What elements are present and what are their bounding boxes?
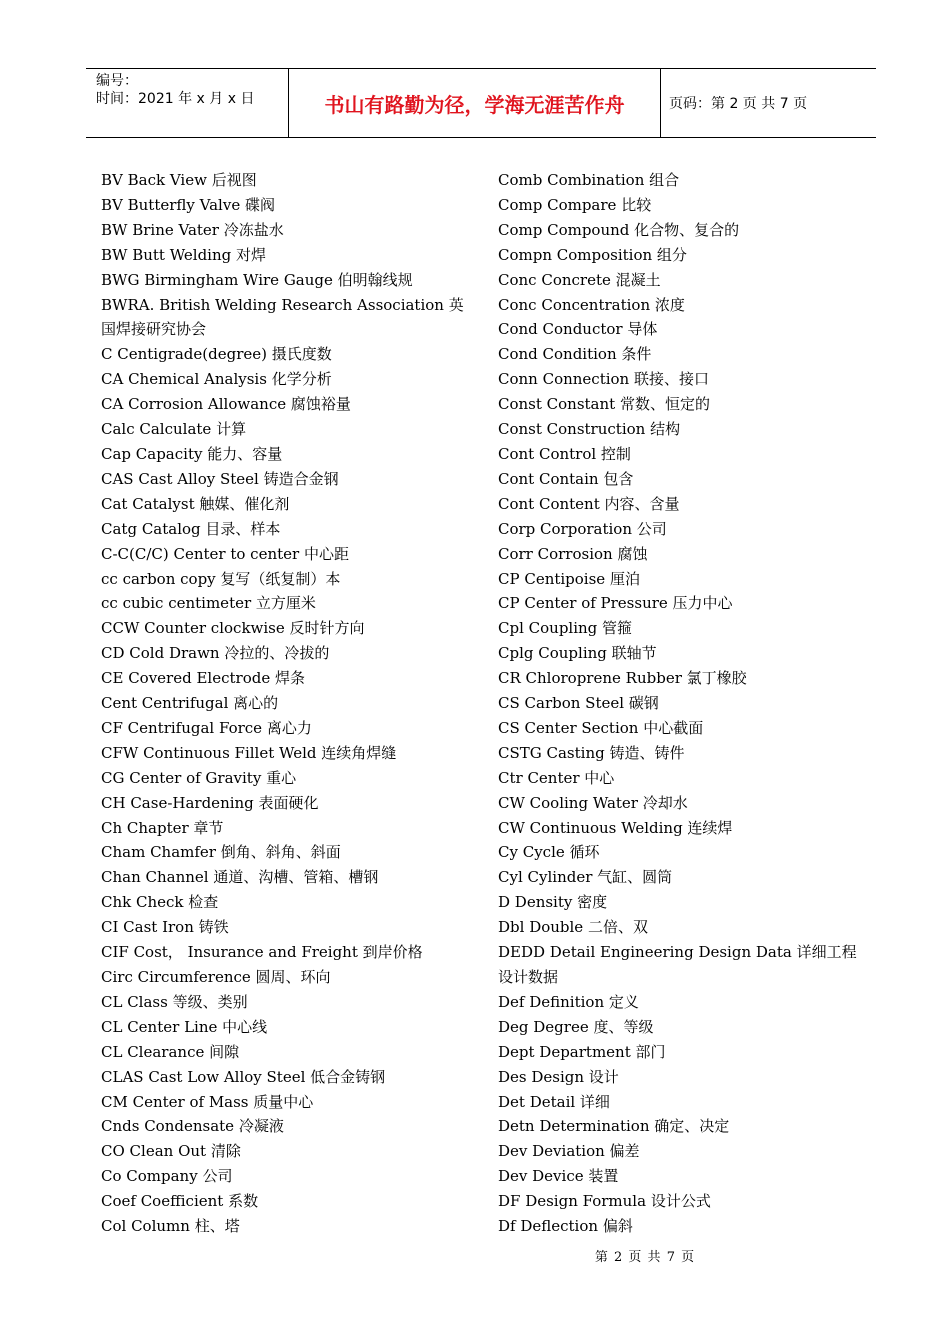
- motto-text: 书山有路勤为径，学海无涯苦作舟: [324, 92, 625, 117]
- glossary-entry: BW Butt Welding 对焊: [101, 245, 267, 264]
- glossary-entry: Ctr Center 中心: [498, 768, 615, 787]
- glossary-entry: CS Center Section 中心截面: [498, 718, 704, 737]
- glossary-entry: Cond Conductor 导体: [498, 320, 658, 339]
- glossary-entry: Cap Capacity 能力、容量: [101, 444, 283, 463]
- glossary-entry: Df Deflection 偏斜: [498, 1217, 633, 1236]
- glossary-entry: Cat Catalyst 触媒、催化剂: [101, 494, 290, 513]
- glossary-entry: BV Back View 后视图: [101, 171, 257, 189]
- glossary-entry: CM Center of Mass 质量中心: [101, 1092, 314, 1111]
- glossary-entry: BWRA. British Welding Research Association 英国焊接研究协会: [101, 295, 464, 339]
- glossary-entry: Chan Channel 通道、沟槽、管箱、槽钢: [101, 868, 379, 887]
- glossary-entry: CLAS Cast Low Alloy Steel 低合金铸钢: [101, 1067, 386, 1086]
- glossary-entry: CA Chemical Analysis 化学分析: [101, 370, 332, 389]
- page-info: 页码：第 2 页 共 7 页: [669, 96, 808, 112]
- page-header: [86, 68, 876, 138]
- glossary-entry: BV Butterfly Valve 碟阀: [101, 195, 275, 214]
- right-glossary-column: [498, 168, 870, 1239]
- glossary-entry: CS Carbon Steel 碳钢: [498, 694, 659, 713]
- glossary-entry: Des Design 设计: [498, 1067, 619, 1086]
- glossary-entry: CG Center of Gravity 重心: [101, 768, 297, 787]
- glossary-entry: Cent Centrifugal 离心的: [101, 694, 279, 713]
- glossary-entry: Coef Coefficient 系数: [101, 1192, 259, 1211]
- glossary-entry: CL Center Line 中心线: [101, 1017, 268, 1036]
- glossary-entry: Dev Device 装置: [498, 1167, 619, 1186]
- glossary-entry: CL Class 等级、类别: [101, 992, 248, 1011]
- glossary-entry: CA Corrosion Allowance 腐蚀裕量: [101, 395, 351, 414]
- glossary-entry: BW Brine Vater 冷冻盐水: [101, 220, 284, 239]
- glossary-entry: CSTG Casting 铸造、铸件: [498, 743, 685, 762]
- glossary-entry: Comb Combination 组合: [498, 171, 680, 189]
- glossary-entry: Comp Compare 比较: [498, 195, 652, 214]
- glossary-entry: CR Chloroprene Rubber 氯丁橡胶: [498, 669, 747, 688]
- glossary-entry: DEDD Detail Engineering Design Data 详细工程设计数据: [498, 943, 857, 986]
- glossary-entry: Circ Circumference 圆周、环向: [101, 968, 331, 986]
- glossary-entry: Co Company 公司: [101, 1167, 233, 1186]
- glossary-entry: Cont Contain 包含: [498, 469, 634, 488]
- glossary-entry: CP Center of Pressure 压力中心: [498, 594, 733, 613]
- glossary-entry: Cont Control 控制: [498, 444, 631, 463]
- glossary-entry: cc carbon copy 复写（纸复制）本: [101, 569, 341, 588]
- glossary-entry: C-C(C/C) Center to center 中心距: [101, 544, 349, 563]
- glossary-entry: Const Construction 结构: [498, 420, 681, 439]
- glossary-entry: CAS Cast Alloy Steel 铸造合金钢: [101, 469, 339, 488]
- glossary-entry: CH Case-Hardening 表面硬化: [101, 793, 319, 812]
- glossary-entry: D Density 密度: [498, 893, 608, 912]
- glossary-entry: Deg Degree 度、等级: [498, 1017, 654, 1036]
- glossary-entry: Conc Concrete 混凝土: [498, 270, 661, 289]
- left-glossary-column: [101, 168, 469, 1239]
- glossary-entry: Ch Chapter 章节: [101, 818, 224, 837]
- glossary-entry: CI Cast Iron 铸铁: [101, 918, 229, 937]
- glossary-entry: Def Definition 定义: [498, 992, 639, 1011]
- glossary-entry: CW Cooling Water 冷却水: [498, 793, 688, 812]
- glossary-entry: Const Constant 常数、恒定的: [498, 395, 710, 414]
- glossary-entry: Cond Condition 条件: [498, 345, 652, 364]
- glossary-entry: Conc Concentration 浓度: [498, 295, 685, 314]
- header-left-cell: [86, 69, 288, 137]
- glossary-entry: Calc Calculate 计算: [101, 420, 247, 439]
- glossary-entry: C Centigrade(degree) 摄氏度数: [101, 345, 332, 364]
- glossary-entry: Cnds Condensate 冷凝液: [101, 1117, 284, 1136]
- glossary-entry: BWG Birmingham Wire Gauge 伯明翰线规: [101, 270, 413, 289]
- glossary-entry: Comp Compound 化合物、复合的: [498, 220, 740, 239]
- glossary-entry: Cy Cycle 循环: [498, 843, 600, 862]
- glossary-entry: CCW Counter clockwise 反时针方向: [101, 619, 365, 638]
- glossary-entry: Cyl Cylinder 气缸、圆筒: [498, 868, 673, 887]
- glossary-entry: Detn Determination 确定、决定: [498, 1117, 730, 1136]
- glossary-entry: Compn Composition 组分: [498, 245, 687, 264]
- glossary-entry: CO Clean Out 清除: [101, 1142, 241, 1161]
- header-motto-cell: [288, 69, 661, 137]
- doc-number-label: 编号：: [96, 73, 138, 89]
- glossary-entry: Cpl Coupling 管箍: [498, 619, 633, 638]
- glossary-entry: DF Design Formula 设计公式: [498, 1192, 711, 1211]
- glossary-entry: Corp Corporation 公司: [498, 519, 667, 538]
- glossary-entry: Cham Chamfer 倒角、斜角、斜面: [101, 843, 341, 862]
- glossary-entry: Conn Connection 联接、接口: [498, 370, 709, 389]
- glossary-entry: CFW Continuous Fillet Weld 连续角焊缝: [101, 743, 397, 762]
- glossary-entry: Catg Catalog 目录、样本: [101, 519, 281, 538]
- glossary-entry: CW Continuous Welding 连续焊: [498, 818, 733, 837]
- glossary-entry: Chk Check 检查: [101, 893, 219, 912]
- date-label: 时间：2021 年 x 月 x 日: [96, 91, 255, 107]
- glossary-entry: cc cubic centimeter 立方厘米: [101, 594, 316, 613]
- footer-page-number: 第 2 页 共 7 页: [594, 1250, 696, 1265]
- page-footer: [0, 1246, 950, 1265]
- glossary-entry: CE Covered Electrode 焊条: [101, 669, 305, 688]
- glossary-entry: Cont Content 内容、含量: [498, 494, 680, 513]
- glossary-entry: CP Centipoise 厘泊: [498, 569, 640, 588]
- glossary-entry: Dbl Double 二倍、双: [498, 918, 648, 937]
- header-page-cell: [661, 69, 876, 137]
- glossary-entry: Corr Corrosion 腐蚀: [498, 544, 648, 563]
- glossary-entry: Det Detail 详细: [498, 1092, 610, 1111]
- glossary-entry: CL Clearance 间隙: [101, 1042, 240, 1061]
- glossary-entry: Cplg Coupling 联轴节: [498, 644, 657, 663]
- glossary-entry: Col Column 柱、塔: [101, 1217, 240, 1236]
- glossary-entry: Dev Deviation 偏差: [498, 1142, 640, 1161]
- glossary-entry: CF Centrifugal Force 离心力: [101, 718, 312, 737]
- glossary-entry: CIF Cost， Insurance and Freight 到岸价格: [101, 943, 423, 962]
- glossary-entry: Dept Department 部门: [498, 1042, 666, 1061]
- glossary-entry: CD Cold Drawn 冷拉的、冷拔的: [101, 644, 330, 663]
